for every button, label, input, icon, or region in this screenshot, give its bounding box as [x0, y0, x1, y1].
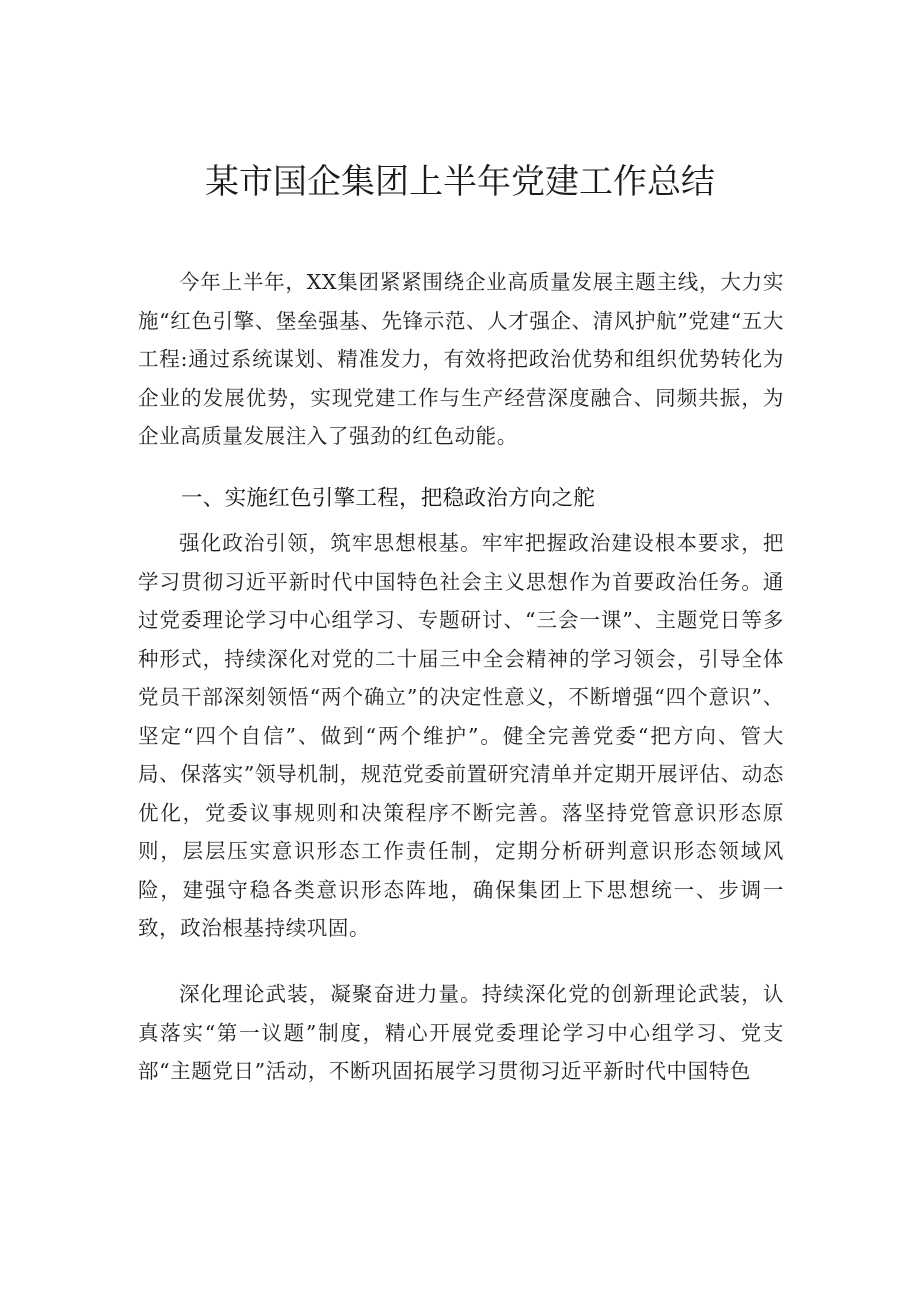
section-paragraph: 强化政治引领，筑牢思想根基。牢牢把握政治建设根本要求，把学习贯彻习近平新时代中国特色社会主义思想作为首要政治任务。通过党委理论学习中心组学习、专题研讨、“三会一课”、主题党日等多种形式，持续深化对党的二十届三中全会精神的学习领会，引导全体党员干部深刻领悟“两个确立”的决定性意义，不断增强“四个意识”、坚定“四个自信”、做到“两个维护”。健全完善党委“把方向、管大局、保落实”领导机制，规范党委前置研究清单并定期开展评估、动态优化，党委议事规则和决策程序不断完善。落坚持党管意识形态原则，层层压实意识形态工作责任制，定期分析研判意识形态领域风险，建强守稳各类意识形态阵地，确保集团上下思想统一、步调一致，政治根基持续巩固。: [138, 531, 784, 940]
document-title: 某市国企集团上半年党建工作总结: [205, 162, 715, 202]
section-heading: 一、实施红色引擎工程，把稳政治方向之舵: [181, 486, 596, 511]
section-paragraph: 深化理论武装，凝聚奋进力量。持续深化党的创新理论武装，认真落实“第一议题”制度，精心开展党委理论学习中心组学习、党支部“主题党日”活动，不断巩固拓展学习贯彻习近平新时代中国特色: [138, 982, 784, 1083]
intro-paragraph: 今年上半年，XX集团紧紧围绕企业高质量发展主题主线，大力实施“红色引擎、堡垒强基、先锋示范、人才强企、清风护航”党建“五大工程:通过系统谋划、精准发力，有效将把政治优势和组织优势转化为企业的发展优势，实现党建工作与生产经营深度融合、同频共振，为企业高质量发展注入了强劲的红色动能。: [138, 270, 784, 448]
